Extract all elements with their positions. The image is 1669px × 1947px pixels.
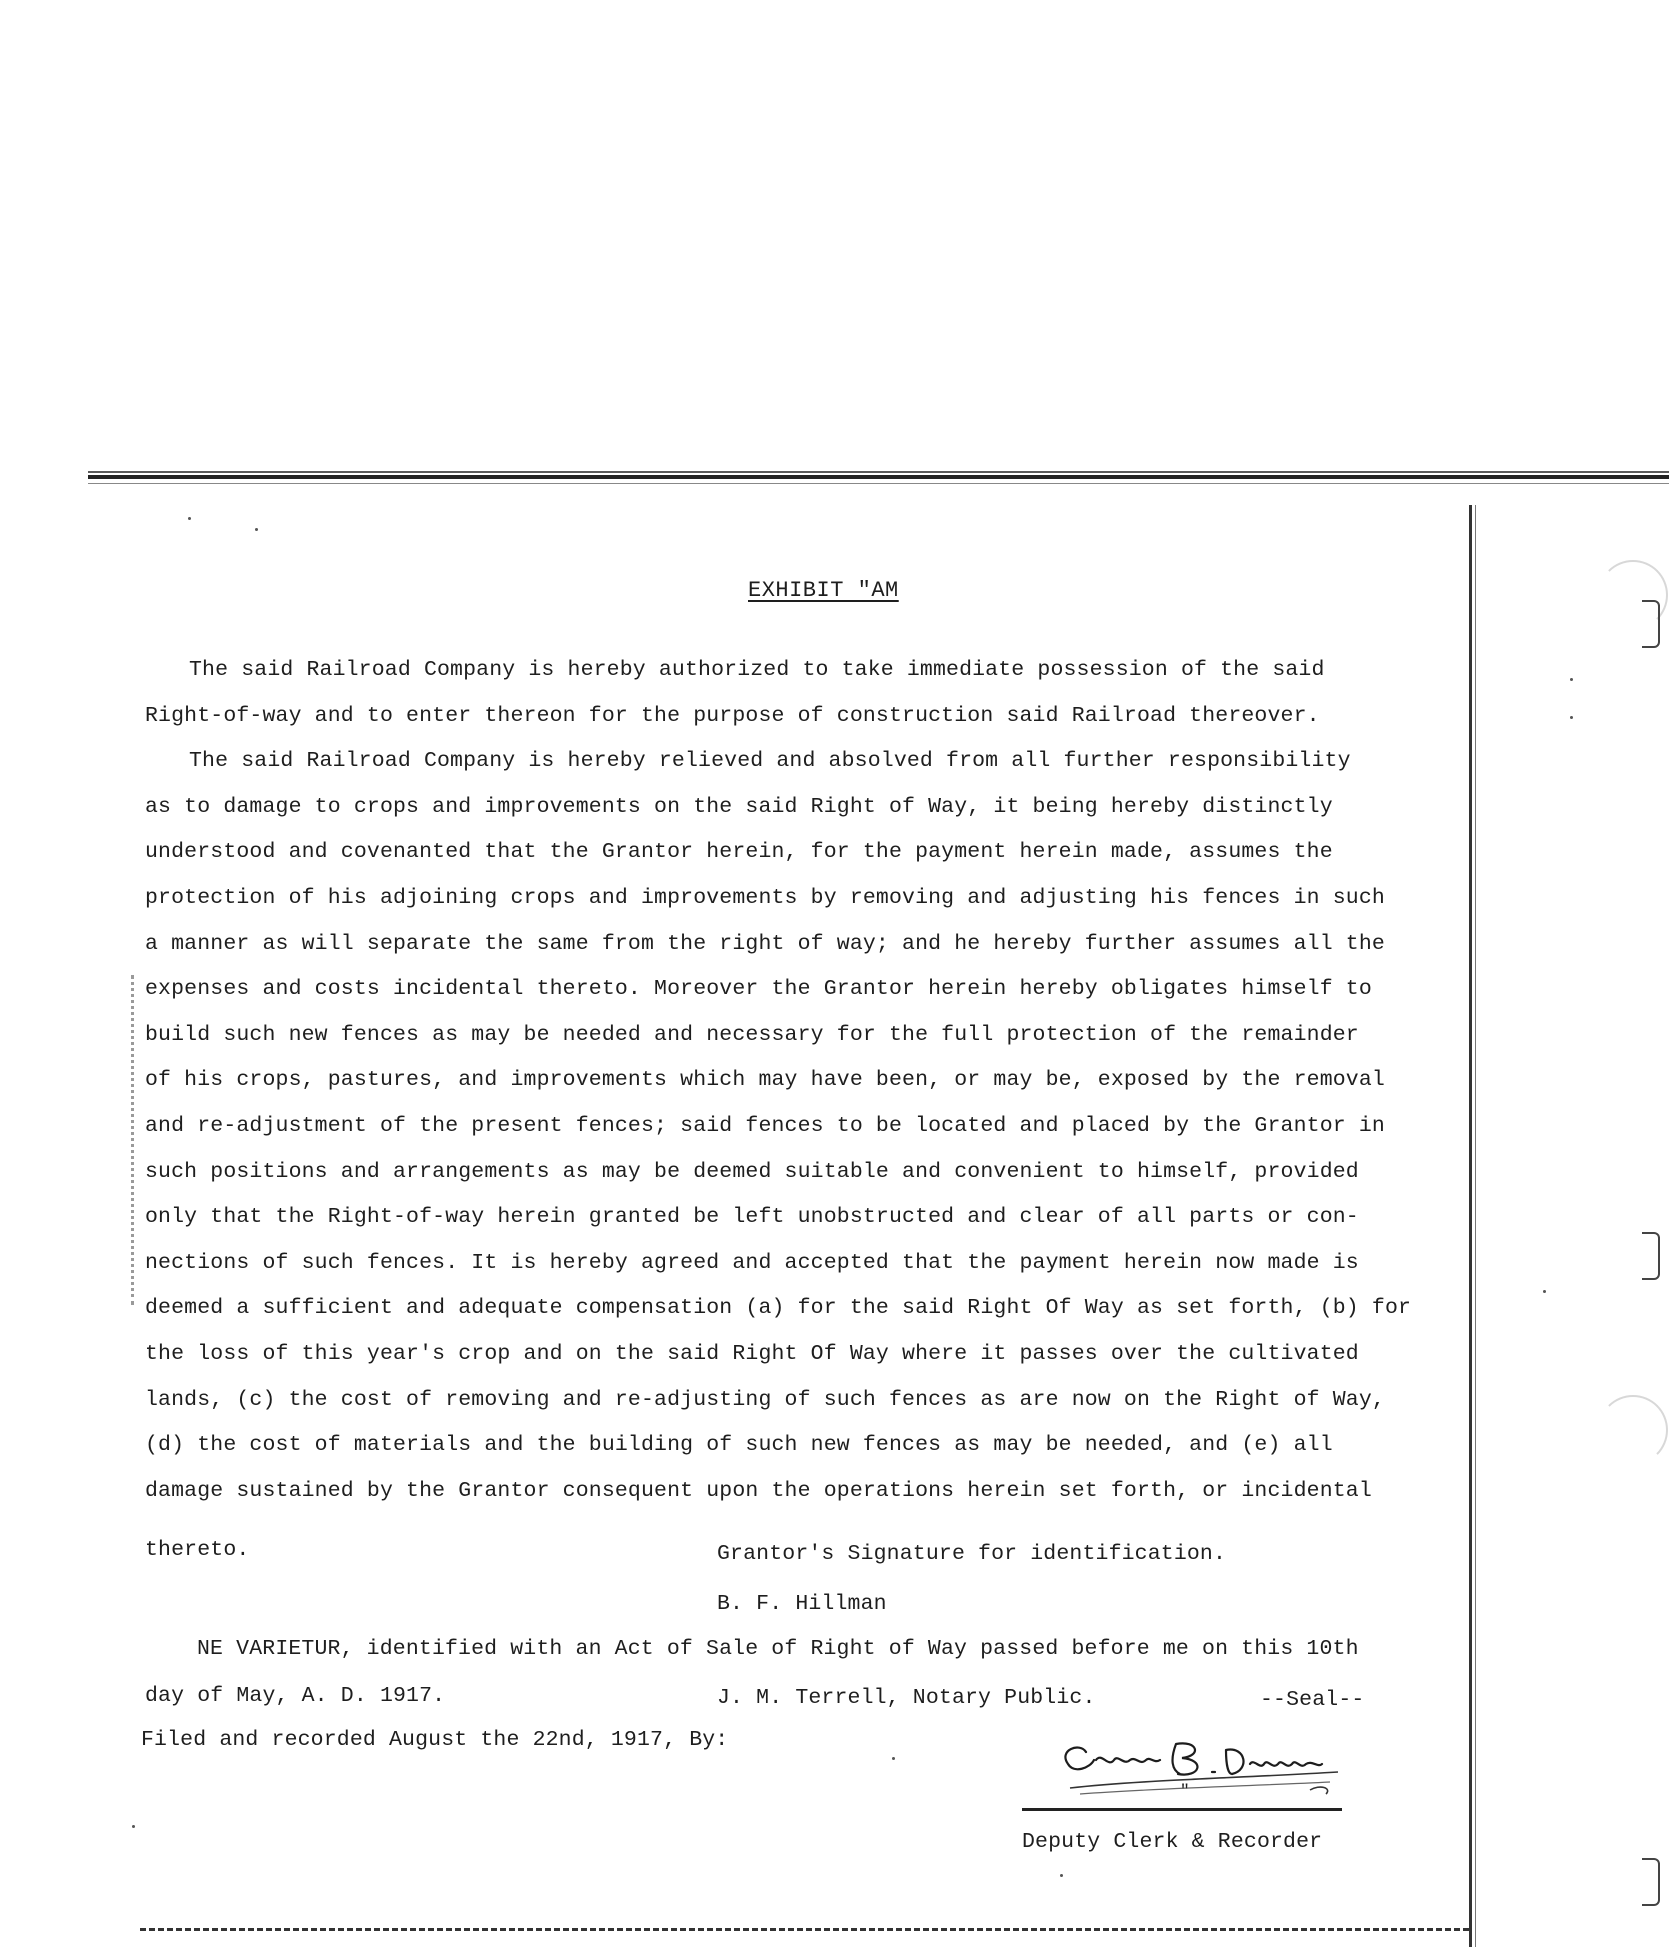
paper-speck [188, 517, 191, 520]
paper-speck [132, 1825, 135, 1828]
paper-speck [1570, 678, 1573, 681]
signature-ditto-mark: " [1180, 1782, 1190, 1800]
filed-recorded-line: Filed and recorded August the 22nd, 1917, By: [141, 1728, 729, 1752]
body-line: The said Railroad Company is hereby relieved and absolved from all further responsibility [189, 749, 1351, 774]
top-border-rule [88, 471, 1669, 479]
page-edge-bracket [1642, 1232, 1660, 1280]
top-border-thin-rule [88, 483, 1669, 484]
paper-speck [1570, 716, 1573, 719]
body-line: of his crops, pastures, and improvements which may have been, or may be, exposed by the removal [145, 1068, 1385, 1093]
body-line: Right-of-way and to enter thereon for the purpose of construction said Railroad thereover. [145, 703, 1320, 728]
body-line: damage sustained by the Grantor consequent upon the operations herein set forth, or incidental [145, 1478, 1372, 1503]
ne-varietur-line: NE VARIETUR, identified with an Act of Sale of Right of Way passed before me on this 10th [197, 1637, 1359, 1661]
body-line: expenses and costs incidental thereto. Moreover the Grantor herein hereby obligates himself to [145, 977, 1372, 1002]
body-line: a manner as will separate the same from the right of way; and he hereby further assumes all the [145, 931, 1385, 956]
left-margin-binding-marks [131, 975, 140, 1305]
page-edge-bracket [1642, 1858, 1660, 1906]
body-line: understood and covenanted that the Grantor herein, for the payment herein made, assumes the [145, 840, 1333, 865]
body-line: deemed a sufficient and adequate compensation (a) for the said Right Of Way as set forth, (b) for [145, 1296, 1412, 1321]
right-border-thin-rule [1475, 505, 1476, 1947]
body-line: nections of such fences. It is hereby agreed and accepted that the payment herein now made is [145, 1250, 1359, 1275]
paper-speck [255, 528, 258, 531]
body-line: the loss of this year's crop and on the said Right Of Way where it passes over the cultivated [145, 1341, 1359, 1366]
body-line: protection of his adjoining crops and improvements by removing and adjusting his fences in such [145, 885, 1385, 910]
body-line: such positions and arrangements as may be deemed suitable and convenient to himself, provided [145, 1159, 1359, 1184]
body-line: (d) the cost of materials and the building of such new fences as may be needed, and (e) all [145, 1433, 1333, 1458]
clerk-handwritten-signature [1050, 1730, 1350, 1800]
notary-seal: --Seal-- [1260, 1688, 1365, 1712]
document-title: EXHIBIT "AM [748, 578, 899, 603]
bottom-dashed-rule [140, 1928, 1469, 1931]
paper-speck [1543, 1290, 1546, 1293]
notary-name: J. M. Terrell, Notary Public. [717, 1686, 1096, 1710]
clerk-title: Deputy Clerk & Recorder [1022, 1830, 1323, 1854]
body-line: only that the Right-of-way herein granted be left unobstructed and clear of all parts or con- [145, 1205, 1359, 1230]
closing-thereto: thereto. [145, 1538, 250, 1562]
paper-speck [892, 1757, 895, 1760]
body-line: The said Railroad Company is hereby authorized to take immediate possession of the said [189, 658, 1325, 682]
exhibit-body [145, 648, 1475, 1514]
acknowledgment-date: day of May, A. D. 1917. [145, 1684, 446, 1708]
paper-speck [1060, 1874, 1063, 1877]
body-line: as to damage to crops and improvements on the said Right of Way, it being hereby distinctly [145, 794, 1333, 819]
body-line: lands, (c) the cost of removing and re-adjusting of such fences as are now on the Right of Way, [145, 1387, 1385, 1412]
grantor-name: B. F. Hillman [717, 1592, 887, 1616]
punch-hole-mark [1598, 1395, 1668, 1465]
page-edge-bracket [1642, 600, 1660, 648]
grantor-signature-label: Grantor's Signature for identification. [717, 1542, 1227, 1566]
body-line: build such new fences as may be needed and necessary for the full protection of the remainder [145, 1022, 1359, 1047]
clerk-signature-rule [1022, 1808, 1342, 1811]
body-line: and re-adjustment of the present fences; said fences to be located and placed by the Grantor in [145, 1113, 1385, 1138]
